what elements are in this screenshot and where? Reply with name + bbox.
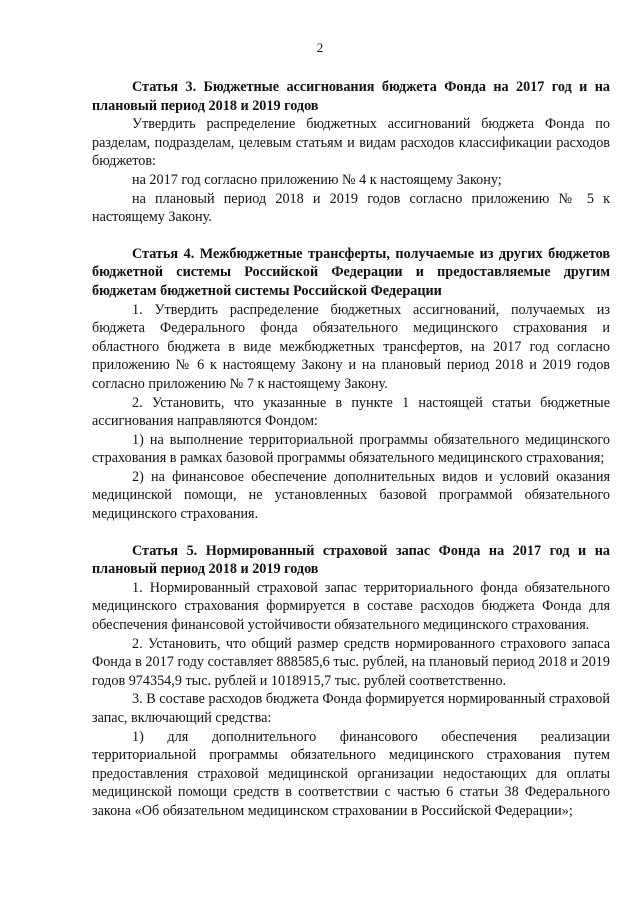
- paragraph: 2. Установить, что общий размер средств нормированного страхового запаса Фонда в 2017 году составляет 888585,6 тыс. рублей, на плановый период 2018 и 2019 годов 974354,9 тыс. рублей и 1018915,7 тыс. рублей соответственно.: [92, 635, 610, 689]
- paragraph: 1) для дополнительного финансового обеспечения реализации территориальной программы обязательного медицинского страхования путем предоставления страховой медицинской организации недостающих для оплаты медицинской помощи средств в соответствии с частью 6 статьи 38 Федерального закона «Об обязательном медицинском страховании в Российской Федерации»;: [92, 728, 610, 819]
- article-5: [92, 542, 610, 821]
- article-4: [92, 245, 610, 524]
- paragraph: Утвердить распределение бюджетных ассигнований бюджета Фонда по разделам, подразделам, целевым статьям и видам расходов классификации расходов бюджетов:: [92, 116, 610, 170]
- page-number: 2: [316, 40, 324, 55]
- paragraph: 1. Утвердить распределение бюджетных ассигнований, получаемых из бюджета Федерального фонда обязательного медицинского страхования и областного бюджета в виде межбюджетных трансфертов, на 2017 год согласно приложению № 6 к настоящему Закону и на плановый период 2018 и 2019 годов согласно приложению № 7 к настоящему Закону.: [92, 301, 610, 392]
- article-heading: Статья 4. Межбюджетные трансферты, получаемые из других бюджетов бюджетной системы Российской Федерации и предоставляемые другим бюджетам бюджетной системы Российской Федерации: [92, 245, 610, 299]
- paragraph: 2. Установить, что указанные в пункте 1 настоящей статьи бюджетные ассигнования направляются Фондом:: [92, 394, 610, 430]
- paragraph: на 2017 год согласно приложению № 4 к настоящему Закону;: [132, 171, 502, 188]
- article-heading: Статья 3. Бюджетные ассигнования бюджета Фонда на 2017 год и на плановый период 2018 и 2019 годов: [92, 79, 610, 114]
- article-heading: Статья 5. Нормированный страховой запас Фонда на 2017 год и на плановый период 2018 и 2019 годов: [92, 542, 610, 578]
- paragraph: 1) на выполнение территориальной программы обязательного медицинского страхования в рамках базовой программы обязательного медицинского страхования;: [92, 431, 610, 467]
- paragraph: 2) на финансовое обеспечение дополнительных видов и условий оказания медицинской помощи, не установленных базовой программой обязательного медицинского страхования.: [92, 468, 610, 523]
- paragraph: 3. В составе расходов бюджета Фонда формируется нормированный страховой запас, включающий средства:: [92, 691, 610, 726]
- paragraph: на плановый период 2018 и 2019 годов согласно приложению № 5 к настоящему Закону.: [92, 190, 610, 226]
- paragraph: 1. Нормированный страховой запас территориального фонда обязательного медицинского страхования формируется в составе расходов бюджета Фонда для обеспечения финансовой устойчивости обязательного медицинского страхования.: [92, 579, 610, 634]
- document-body: [92, 78, 610, 839]
- article-3: [92, 78, 610, 227]
